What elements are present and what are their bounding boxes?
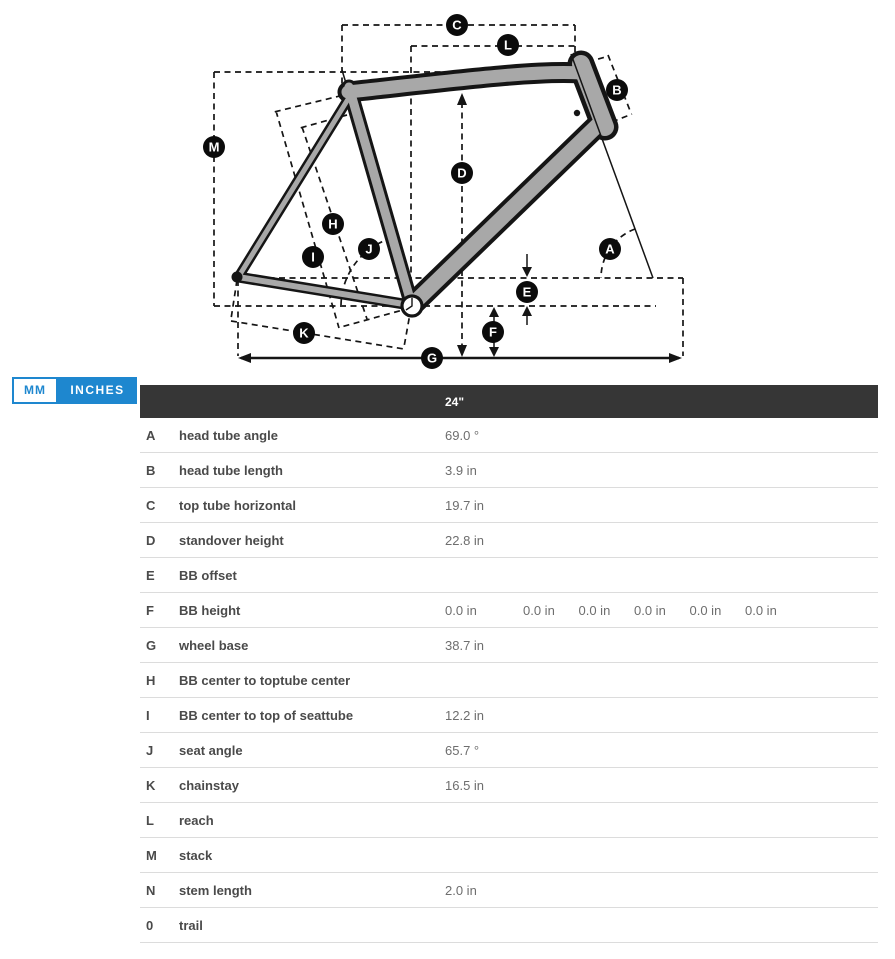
row-letter: N (146, 882, 156, 898)
row-label: wheel base (179, 637, 249, 653)
size-header: 24" (445, 394, 465, 409)
row-values (445, 778, 878, 793)
row-letter: M (146, 847, 157, 863)
table-row-F (140, 593, 878, 628)
table-row-G (140, 628, 878, 663)
badge-A (599, 238, 621, 260)
badge-G (421, 347, 443, 369)
row-label: BB center to top of seattube (179, 707, 354, 723)
row-label: seat angle (179, 742, 243, 758)
row-value: 0.0 in (445, 602, 477, 618)
badge-F (482, 321, 504, 343)
row-value: 0.0 in (578, 602, 611, 618)
row-value: 3.9 in (445, 462, 477, 478)
table-row-L (140, 803, 878, 838)
row-label: BB height (179, 602, 241, 618)
row-value: 16.5 in (445, 777, 485, 793)
table-row-E (140, 558, 878, 593)
badge-I (302, 246, 324, 268)
row-letter: B (146, 462, 156, 478)
row-value: 0.0 in (745, 602, 777, 618)
svg-text:J: J (365, 241, 373, 257)
table-row-M (140, 838, 878, 873)
row-letter: K (146, 777, 156, 793)
row-value: 2.0 in (445, 882, 477, 898)
row-values (445, 463, 878, 478)
row-label: stack (179, 847, 213, 863)
table-row-B (140, 453, 878, 488)
geometry-table-rows (140, 418, 878, 943)
table-header-row (140, 385, 878, 418)
table-row-C (140, 488, 878, 523)
row-value: 12.2 in (445, 707, 485, 723)
row-label: BB center to toptube center (179, 672, 351, 688)
row-label: standover height (179, 532, 284, 548)
wheelbase-line-G (238, 353, 682, 363)
table-row-K (140, 768, 878, 803)
table-row-A (140, 418, 878, 453)
row-value: 69.0 ° (445, 427, 480, 443)
row-values (445, 533, 878, 548)
row-values (445, 883, 878, 898)
geometry-table (140, 385, 878, 943)
inches-button[interactable]: INCHES (58, 377, 137, 404)
row-label: BB offset (179, 567, 237, 583)
row-letter: H (146, 672, 156, 688)
row-label: trail (179, 917, 203, 933)
badge-B (606, 79, 628, 101)
table-row-H (140, 663, 878, 698)
row-label: head tube angle (179, 427, 278, 443)
row-label: head tube length (179, 462, 283, 478)
row-value: 22.8 in (445, 532, 485, 548)
bike-frame-diagram (0, 0, 895, 375)
bottom-bracket (402, 296, 422, 316)
svg-text:D: D (457, 165, 467, 181)
table-row-0 (140, 908, 878, 943)
row-letter: C (146, 497, 156, 513)
frame-dot (574, 110, 580, 116)
svg-text:B: B (612, 82, 622, 98)
row-letter: D (146, 532, 156, 548)
svg-text:C: C (452, 17, 462, 33)
row-value: 38.7 in (445, 637, 485, 653)
badge-E (516, 281, 538, 303)
geometry-diagram (0, 0, 895, 375)
row-letter: I (146, 707, 150, 723)
svg-text:F: F (489, 324, 497, 340)
row-label: reach (179, 812, 214, 828)
badge-M (203, 136, 225, 158)
svg-text:I: I (311, 249, 315, 265)
row-values (445, 603, 878, 618)
svg-text:A: A (605, 241, 615, 257)
badge-D (451, 162, 473, 184)
mm-button[interactable]: MM (12, 377, 58, 404)
svg-text:E: E (522, 284, 532, 300)
row-values (445, 708, 878, 723)
row-letter: J (146, 742, 154, 758)
row-values (445, 743, 878, 758)
row-value: 0.0 in (689, 602, 722, 618)
row-letter: 0 (146, 917, 154, 933)
badge-H (322, 213, 344, 235)
row-value: 19.7 in (445, 497, 485, 513)
svg-text:M: M (208, 139, 220, 155)
row-label: chainstay (179, 777, 239, 793)
badge-C (446, 14, 468, 36)
svg-text:H: H (328, 216, 338, 232)
table-row-J (140, 733, 878, 768)
svg-text:G: G (426, 350, 438, 366)
svg-text:K: K (299, 325, 309, 341)
row-value: 0.0 in (523, 602, 555, 618)
row-label: top tube horizontal (179, 497, 296, 513)
row-letter: L (146, 812, 154, 828)
row-value: 65.7 ° (445, 742, 480, 758)
row-value: 0.0 in (634, 602, 666, 618)
table-row-N (140, 873, 878, 908)
rear-dropout (232, 272, 243, 283)
row-letter: G (146, 637, 157, 653)
table-row-I (140, 698, 878, 733)
svg-text:L: L (504, 37, 512, 53)
row-label: stem length (179, 882, 252, 898)
row-values (445, 428, 878, 443)
badge-J (358, 238, 380, 260)
row-values (445, 638, 878, 653)
row-letter: A (146, 427, 156, 443)
unit-toggle (12, 377, 137, 404)
badge-L (497, 34, 519, 56)
row-letter: E (146, 567, 155, 583)
row-letter: F (146, 602, 154, 618)
badge-K (293, 322, 315, 344)
table-row-D (140, 523, 878, 558)
row-values (445, 498, 878, 513)
